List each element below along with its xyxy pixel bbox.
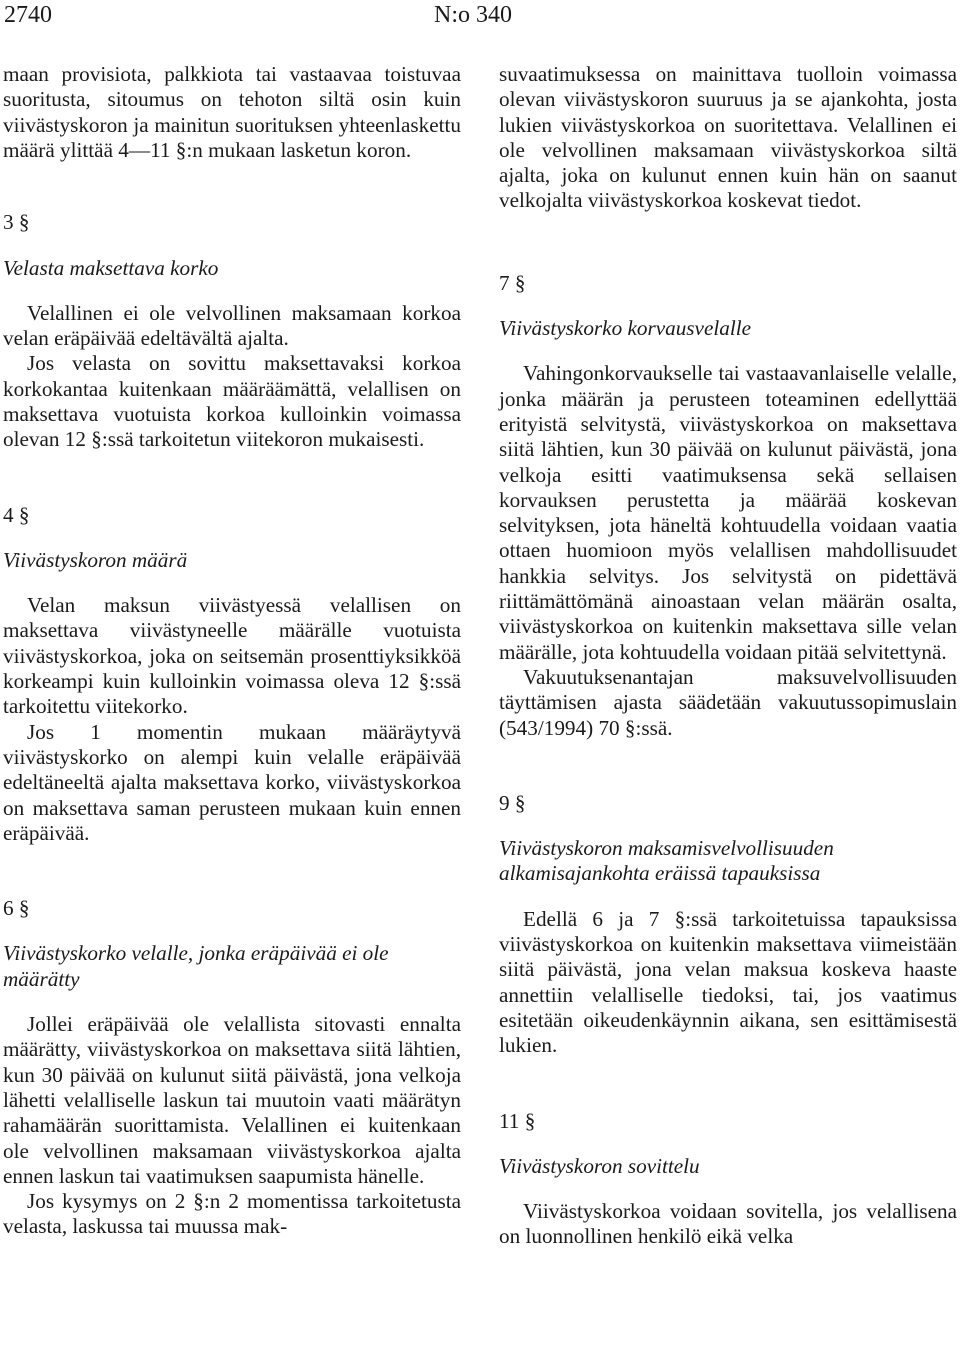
section-6-title-line-2: määrätty xyxy=(3,966,80,991)
section-11-paragraph-1: Viivästyskorkoa voidaan sovitella, jos velallisena on luonnollinen henkilö eikä velka xyxy=(499,1199,957,1249)
issue-number: N:o 340 xyxy=(434,2,512,28)
section-3-paragraph-2: Jos velasta on sovittu maksettavaksi korkoa korkokantaa kuitenkaan määräämättä, velallisen on maksettava vuotuista korkoa kulloinkin voimassa olevan 12 §:ssä tarkoitetun viitekoron mukaisesti. xyxy=(3,351,461,452)
section-4-paragraph-2: Jos 1 momentin mukaan määräytyvä viivästyskorko on alempi kuin velalle eräpäivää edeltäneeltä ajalta maksettava korko, viivästyskorkoa on maksettava saman perusteen mukaan kuin ennen eräpäivää. xyxy=(3,719,461,845)
section-11-title: Viivästyskoron sovittelu xyxy=(499,1153,700,1178)
section-3-title: Velasta maksettava korko xyxy=(3,256,219,281)
section-6-paragraph-2: Jos kysymys on 2 §:n 2 momentissa tarkoitetusta velasta, laskussa tai muussa mak- xyxy=(3,1189,461,1239)
left-column xyxy=(3,62,461,1240)
section-7-paragraph-2: Vakuutuksenantajan maksuvelvollisuuden täyttämisen ajasta säädetään vakuutussopimuslain (543/1994) 70 §:ssä. xyxy=(499,664,957,740)
section-9-paragraph-1: Edellä 6 ja 7 §:ssä tarkoitetuissa tapauksissa viivästyskorkoa on kuitenkin maksettava viimeistään siitä päivästä, jona velan maksua koskeva haaste annettiin velalliselle tiedoksi, tai, jos vaatimus esitetään oikeudenkäynnin aikana, sen esittämisestä lukien. xyxy=(499,906,957,1058)
running-header xyxy=(0,0,960,30)
section-4-paragraph-1: Velan maksun viivästyessä velallisen on maksettava viivästyneelle määrälle vuotuista viivästyskorkoa, joka on seitsemän prosenttiyksikköä korkeampi kuin kulloinkin voimassa oleva 12 §:ssä tarkoitettu viitekorko. xyxy=(3,593,461,719)
section-4-title: Viivästyskoron määrä xyxy=(3,547,188,572)
section-7-paragraph-1: Vahingonkorvaukselle tai vastaavanlaiselle velalle, jonka määrän ja perusteen toteaminen edellyttää erityistä selvitystä, viivästyskorkoa on maksettava siitä lähtien, kun 30 päivää on kulunut päivästä, jona velkoja esitti vaatimuksensa sekä sellaisen korvauksen perustetta ja määrää koskevan selvityksen, jota häneltä kohtuudella voidaan vaatia ottaen huomioon myös velallisen mahdollisuudet hankkia selvitys. Jos selvitystä on pidettävä riittämättömänä ainoastaan velan määrän osalta, viivästyskorkoa on kuitenkin maksettava sille velan määrälle, jota kohtuudella voidaan pitää selvitettynä. xyxy=(499,361,957,664)
continued-paragraph: maan provisiota, palkkiota tai vastaavaa toistuvaa suoritusta, sitoumus on tehoton siltä osin kuin viivästyskoron ja mainitun suorituksen yhteenlaskettu määrä ylittää 4—11 §:n mukaan lasketun koron. xyxy=(3,62,461,162)
right-column xyxy=(499,62,957,1250)
section-3-number: 3 § xyxy=(3,210,30,235)
section-7-number: 7 § xyxy=(499,270,526,295)
section-7-title: Viivästyskorko korvausvelalle xyxy=(499,316,752,341)
section-4-number: 4 § xyxy=(3,502,30,527)
page-number: 2740 xyxy=(4,2,52,28)
section-6-title-line-1: Viivästyskorko velalle, jonka eräpäivää ei ole xyxy=(3,941,389,966)
section-9-title-line-1: Viivästyskoron maksamisvelvollisuuden xyxy=(499,836,834,861)
section-9-title xyxy=(499,836,957,887)
section-6-title xyxy=(3,941,461,992)
continued-paragraph-right: suvaatimuksessa on mainittava tuolloin voimassa olevan viivästyskoron suuruus ja se ajankohta, josta lukien viivästyskorkoa on suoritettava. Velallinen ei ole velvollinen maksamaan viivästyskorkoa siltä ajalta, joka on kulunut ennen kuin hän on saanut velkojalta viivästyskorkoa koskevat tiedot. xyxy=(499,62,957,213)
section-9-number: 9 § xyxy=(499,790,526,815)
section-11-number: 11 § xyxy=(499,1108,536,1133)
section-6-number: 6 § xyxy=(3,896,30,921)
section-6-paragraph-1: Jollei eräpäivää ole velallista sitovasti ennalta määrätty, viivästyskorkoa on maksettava siitä lähtien, kun 30 päivää on kulunut siitä päivästä, jona velkoja lähetti velalliselle laskun tai muutoin vaati määrätyn rahamäärän suorittamista. Velallinen ei kuitenkaan ole velvollinen maksamaan viivästyskorkoa ajalta ennen laskun tai vaatimuksen saapumista hänelle. xyxy=(3,1012,461,1188)
section-3-paragraph-1: Velallinen ei ole velvollinen maksamaan korkoa velan eräpäivää edeltävältä ajalta. xyxy=(3,300,461,351)
section-9-title-line-2: alkamisajankohta eräissä tapauksissa xyxy=(499,861,821,886)
